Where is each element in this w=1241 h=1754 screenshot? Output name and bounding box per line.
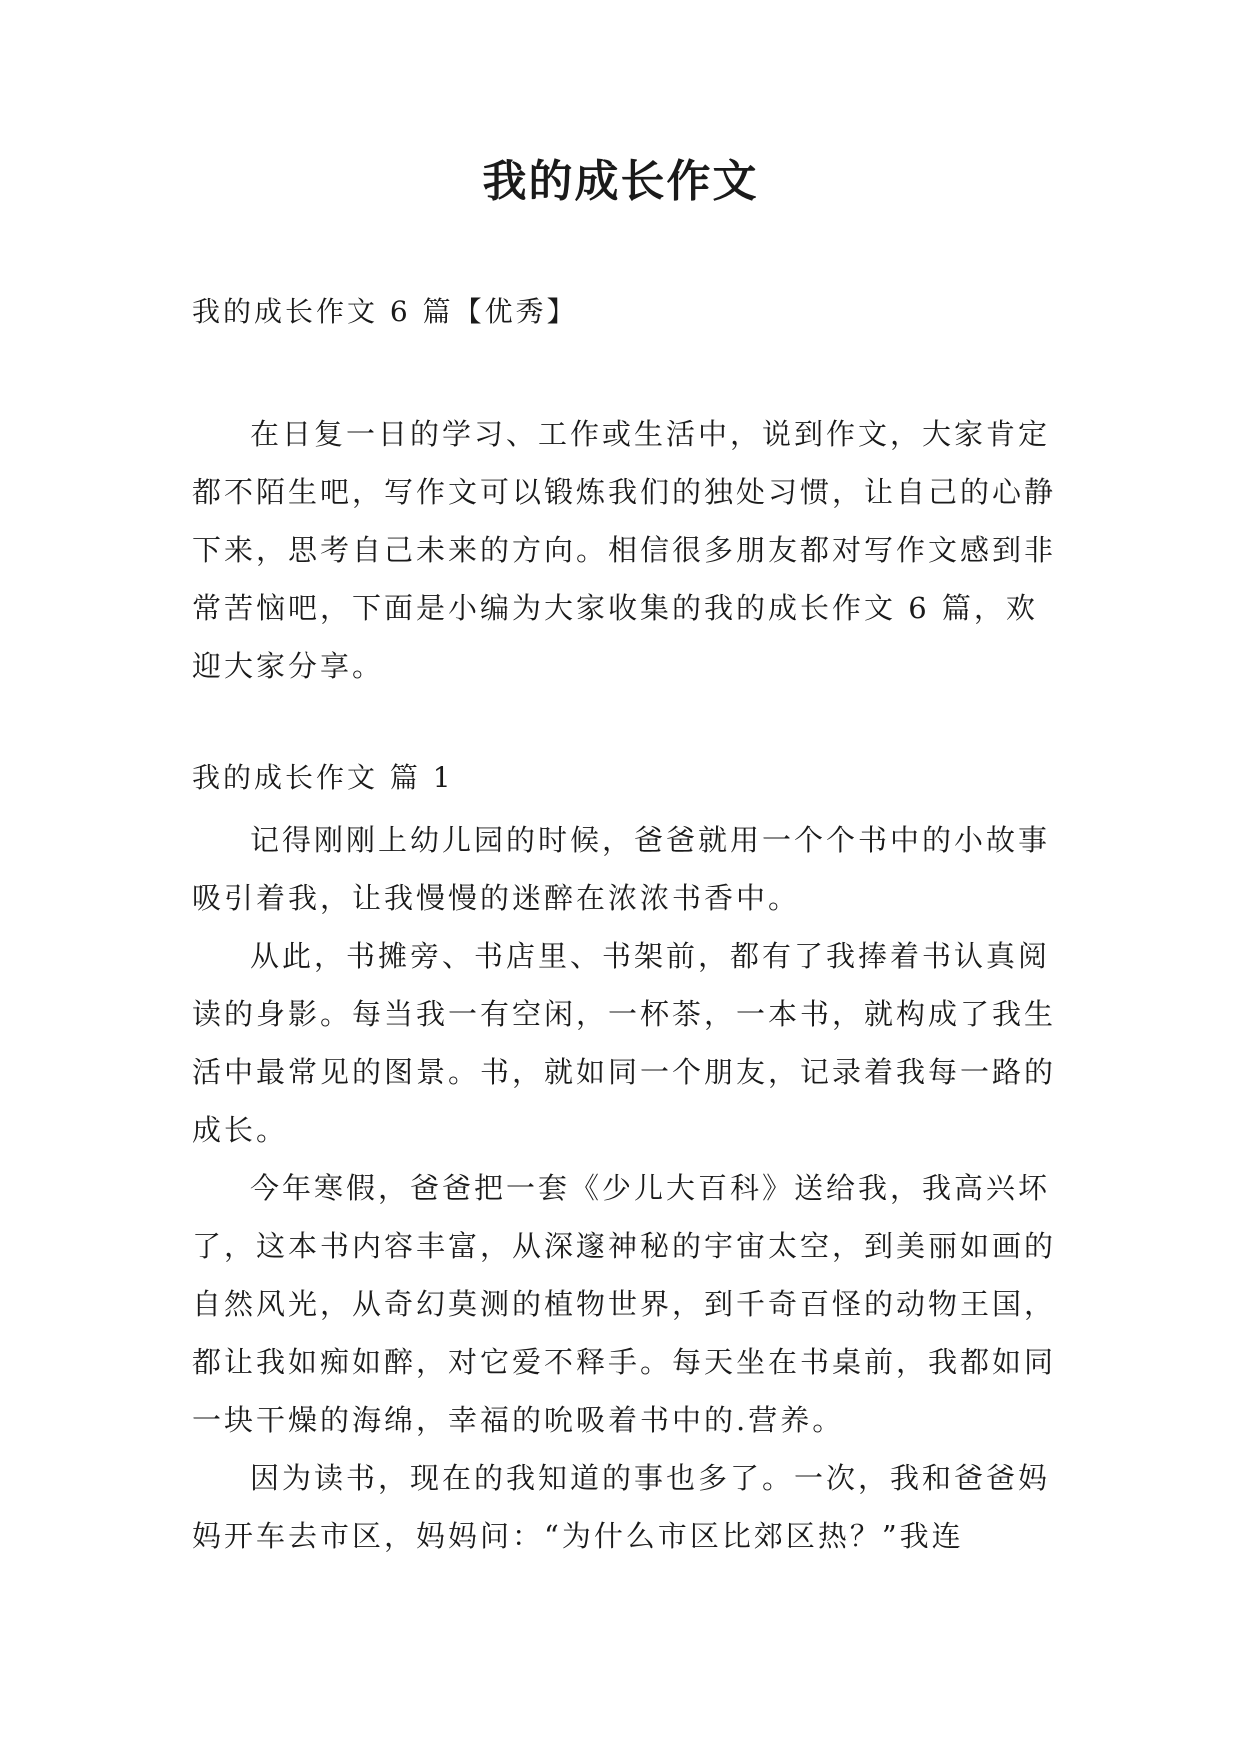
article-paragraph: 记得刚刚上幼儿园的时候，爸爸就用一个个书中的小故事吸引着我，让我慢慢的迷醉在浓浓书香中。 (192, 823, 1051, 915)
article-body (192, 811, 1062, 1565)
article-heading: 我的成长作文 篇 1 (192, 761, 454, 794)
document-subtitle: 我的成长作文 6 篇【优秀】 (192, 295, 578, 328)
article-paragraph: 今年寒假，爸爸把一套《少儿大百科》送给我，我高兴坏了，这本书内容丰富，从深邃神秘的宇宙太空，到美丽如画的自然风光，从奇幻莫测的植物世界，到千奇百怪的动物王国，都让我如痴如醉，对它爱不释手。每天坐在书桌前，我都如同一块干燥的海绵，幸福的吮吸着书中的.营养。 (192, 1171, 1057, 1437)
article-paragraph: 因为读书，现在的我知道的事也多了。一次，我和爸爸妈妈开车去市区，妈妈问：“为什么市区比郊区热？”我连 (192, 1461, 1051, 1553)
intro-paragraph: 在日复一日的学习、工作或生活中，说到作文，大家肯定都不陌生吧，写作文可以锻炼我们的独处习惯，让自己的心静下来，思考自己未来的方向。相信很多朋友都对写作文感到非常苦恼吧，下面是小编为大家收集的我的成长作文 6 篇，欢迎大家分享。 (192, 417, 1057, 683)
document-title: 我的成长作文 (482, 156, 759, 207)
intro-section (192, 405, 1062, 695)
article-paragraph: 从此，书摊旁、书店里、书架前，都有了我捧着书认真阅读的身影。每当我一有空闲，一杯茶，一本书，就构成了我生活中最常见的图景。书，就如同一个朋友，记录着我每一路的成长。 (192, 939, 1057, 1147)
